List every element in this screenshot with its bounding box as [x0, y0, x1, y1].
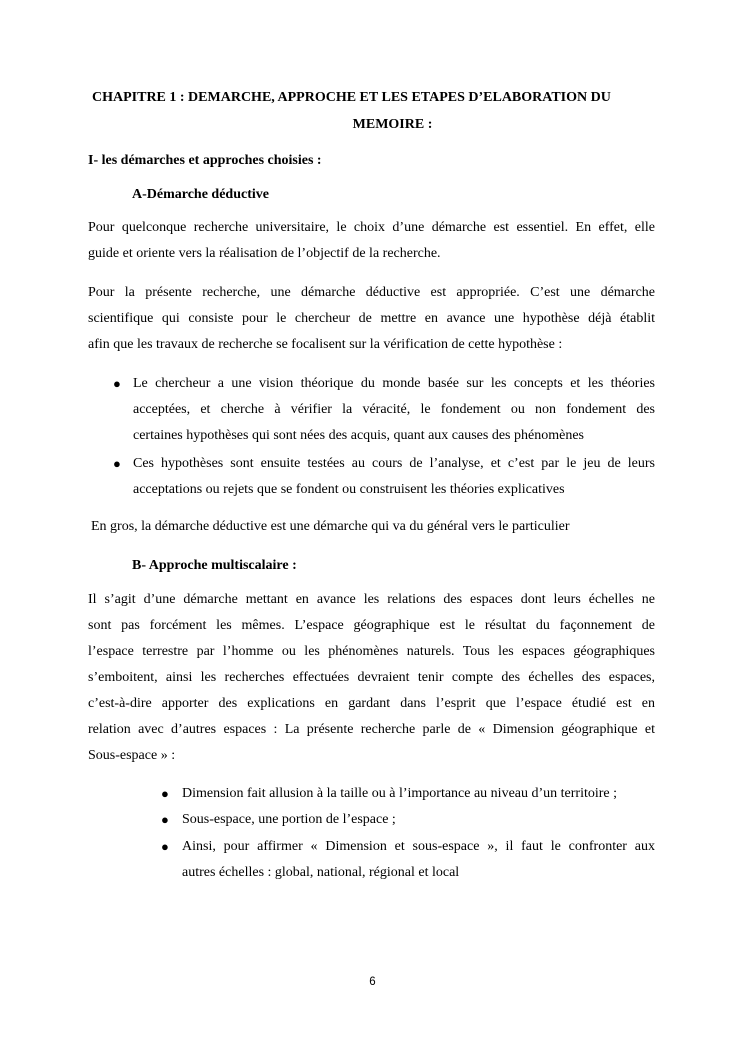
bullet-a2-line: Ces hypothèses sont ensuite testées au cours de l’analyse, et c’est par le jeu de leurs: [133, 456, 655, 471]
bullet-b1-line: Dimension fait allusion à la taille ou à l’importance au niveau d’un territoire ;: [182, 786, 618, 801]
paragraph-b-line: l’espace terrestre par l’homme ou les phénomènes naturels. Tous les espaces géographiques: [88, 644, 655, 659]
bullet-icon: ●: [113, 456, 121, 471]
paragraph-b-line: sont pas forcément les mêmes. L’espace géographique est le résultat du façonnement de: [88, 618, 655, 633]
paragraph-a2-line: scientifique qui consiste pour le chercheur de mettre en avance une hypothèse déjà établit: [88, 311, 655, 326]
section-heading: I- les démarches et approches choisies :: [88, 153, 322, 168]
paragraph-b-line: c’est-à-dire apporter des explications en gardant dans l’esprit que l’espace étudié est en: [88, 696, 655, 711]
paragraph-b-line: relation avec d’autres espaces : La présente recherche parle de « Dimension géographique et: [88, 722, 655, 737]
bullet-a1-line: certaines hypothèses qui sont nées des acquis, quant aux causes des phénomènes: [133, 428, 584, 443]
bullet-a1-line: Le chercheur a une vision théorique du monde basée sur les concepts et les théories: [133, 376, 655, 391]
bullet-icon: ●: [161, 786, 169, 801]
bullet-b2-line: Sous-espace, une portion de l’espace ;: [182, 812, 396, 827]
page-number: 6: [369, 976, 376, 988]
bullet-a2-line: acceptations ou rejets que se fondent ou construisent les théories explicatives: [133, 482, 565, 497]
paragraph-b-line: Il s’agit d’une démarche mettant en avance les relations des espaces dont leurs échelles ne: [88, 592, 655, 607]
paragraph-a2-line: afin que les travaux de recherche se focalisent sur la vérification de cette hypothèse :: [88, 337, 563, 352]
bullet-icon: ●: [161, 839, 169, 854]
paragraph-b-line: Sous-espace » :: [88, 748, 176, 763]
bullet-b3-line: autres échelles : global, national, régional et local: [182, 865, 460, 880]
chapter-title-line-2: MEMOIRE :: [352, 117, 433, 132]
paragraph-a1-line: Pour quelconque recherche universitaire, le choix d’une démarche est essentiel. En effet, elle: [88, 220, 655, 235]
bullet-icon: ●: [161, 812, 169, 827]
bullet-icon: ●: [113, 376, 121, 391]
subsection-a-heading: A-Démarche déductive: [132, 187, 269, 202]
paragraph-b-line: s’emboitent, ainsi les recherches effectuées devraient tenir compte des échelles des espaces,: [88, 670, 655, 685]
paragraph-a2-line: Pour la présente recherche, une démarche déductive est appropriée. C’est une démarche: [88, 285, 655, 300]
bullet-b3-line: Ainsi, pour affirmer « Dimension et sous-espace », il faut le confronter aux: [182, 839, 655, 854]
subsection-b-heading: B- Approche multiscalaire :: [132, 558, 297, 573]
bullet-a1-line: acceptées, et cherche à vérifier la véracité, le fondement ou non fondement des: [133, 402, 655, 417]
paragraph-a1-line: guide et oriente vers la réalisation de l’objectif de la recherche.: [88, 246, 441, 261]
chapter-title-line-1: CHAPITRE 1 : DEMARCHE, APPROCHE ET LES ETAPES D’ELABORATION DU: [92, 90, 611, 105]
conclusion-line: En gros, la démarche déductive est une démarche qui va du général vers le particulier: [91, 519, 570, 534]
